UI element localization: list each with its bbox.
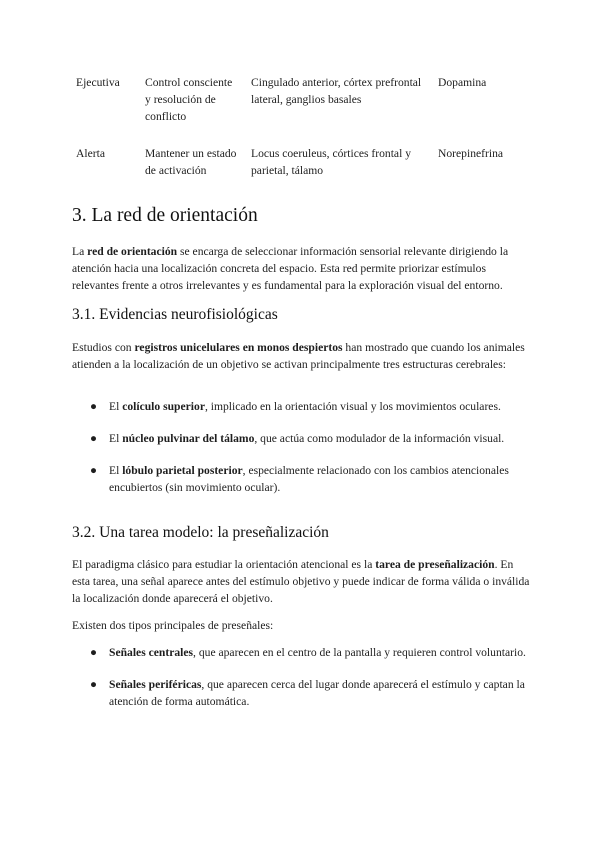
bullet-icon: ● [90,646,98,659]
list-item: ● Señales centrales, que aparecen en el centro de la pantalla y requieren control voluntario. [90,646,526,659]
table-cell-network: Alerta [76,147,105,160]
section-3-heading: 3. La red de orientación [72,205,258,226]
table-row [70,74,534,145]
table-cell-function: Mantener un estado de activación [145,147,237,177]
cue-types-intro: Existen dos tipos principales de preseñales: [72,619,274,632]
bullet-icon: ● [90,432,98,445]
table-cell-function: Control consciente y resolución de conflicto [145,76,233,123]
attention-networks-table [70,74,534,179]
bold-term: registros unicelulares en monos despiertos [134,341,343,354]
list-item: ● El lóbulo parietal posterior, especialmente relacionado con los cambios atencionales encubiertos (sin movimiento ocular). [90,464,509,494]
table-row [70,145,534,179]
structures-list [72,398,534,511]
list-item: ● El colículo superior, implicado en la orientación visual y los movimientos oculares. [90,400,501,413]
table-cell-neurotransmitter: Dopamina [438,76,487,89]
section-3-1-heading: 3.1. Evidencias neurofisiológicas [72,306,278,323]
bullet-icon: ● [90,464,98,477]
bold-term: red de orientación [87,245,178,258]
section-3-2-paragraph: El paradigma clásico para estudiar la orientación atencional es la tarea de preseñalización. En esta tarea, una señal aparece antes del estímulo objetivo y puede indicar de forma válida o inválida la localización donde aparecerá el objetivo. [72,558,530,605]
table-cell-neurotransmitter: Norepinefrina [438,147,504,160]
table-cell-network: Ejecutiva [76,76,120,89]
section-3-2-heading: 3.2. Una tarea modelo: la preseñalización [72,524,329,541]
cue-types-list [72,644,534,725]
table-cell-areas: Locus coeruleus, córtices frontal y parietal, tálamo [251,147,411,177]
list-item: ● Señales periféricas, que aparecen cerca del lugar donde aparecerá el estímulo y captan la atención de forma automática. [90,678,525,708]
section-3-1-paragraph: Estudios con registros unicelulares en monos despiertos han mostrado que cuando los animales atienden a la localización de un objetivo se activan principalmente tres estructuras cerebrales: [72,341,525,371]
list-item: ● El núcleo pulvinar del tálamo, que actúa como modulador de la información visual. [90,432,505,445]
bullet-icon: ● [90,400,98,413]
table-cell-areas: Cingulado anterior, córtex prefrontal lateral, ganglios basales [251,76,422,106]
section-3-paragraph: La red de orientación se encarga de seleccionar información sensorial relevante dirigiendo la atención hacia una localización concreta del espacio. Esta red permite priorizar estímulos relevantes frente a otros irrelevantes y es fundamental para la exploración visual del entorno. [72,245,509,292]
bold-term: tarea de preseñalización [375,558,495,571]
bullet-icon: ● [90,678,98,691]
